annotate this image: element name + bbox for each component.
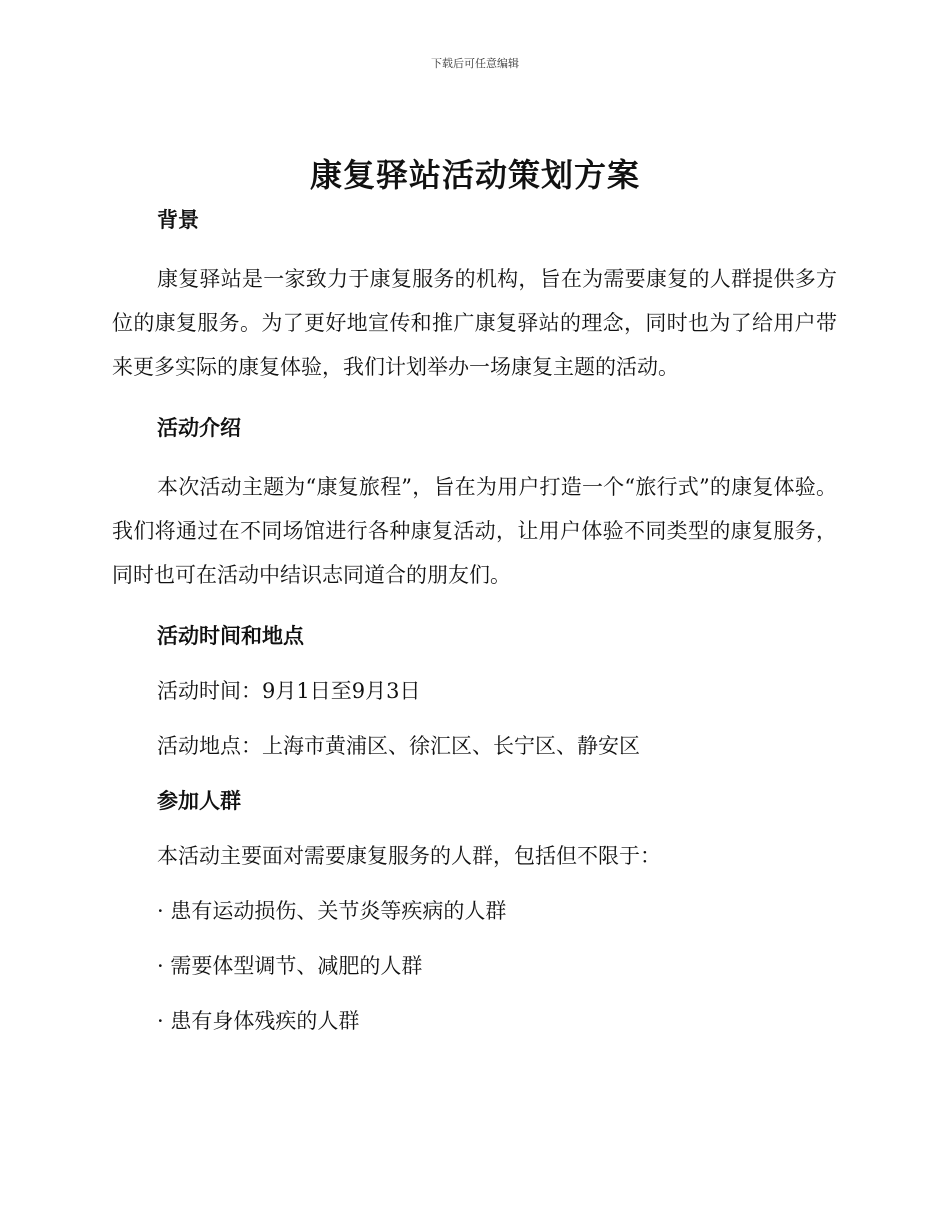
- list-item: · 患有运动损伤、关节炎等疾病的人群: [157, 899, 507, 923]
- list-item: · 需要体型调节、减肥的人群: [157, 954, 423, 978]
- section-heading-background: 背景: [157, 208, 199, 232]
- document-title: 康复驿站活动策划方案: [309, 156, 640, 194]
- list-item: · 患有身体残疾的人群: [157, 1009, 360, 1033]
- event-time: 活动时间：9月1日至9月3日: [157, 679, 421, 703]
- background-paragraph: 康复驿站是一家致力于康复服务的机构，旨在为需要康复的人群提供多方位的康复服务。为了更好地宣传和推广康复驿站的理念，同时也为了给用户带来更多实际的康复体验，我们计划举办一场康复主题的活动。: [112, 267, 837, 379]
- section-heading-intro: 活动介绍: [157, 416, 241, 440]
- header-note: 下载后可任意编辑: [431, 57, 519, 70]
- section-heading-audience: 参加人群: [157, 789, 241, 813]
- audience-intro: 本活动主要面对需要康复服务的人群，包括但不限于：: [157, 844, 661, 868]
- intro-paragraph: 本次活动主题为“康复旅程”，旨在为用户打造一个“旅行式”的康复体验。我们将通过在不同场馆进行各种康复活动，让用户体验不同类型的康复服务，同时也可在活动中结识志同道合的朋友们。: [112, 475, 837, 587]
- event-place: 活动地点：上海市黄浦区、徐汇区、长宁区、静安区: [157, 734, 640, 758]
- document-body: [112, 205, 837, 1036]
- section-heading-time-place: 活动时间和地点: [157, 624, 304, 648]
